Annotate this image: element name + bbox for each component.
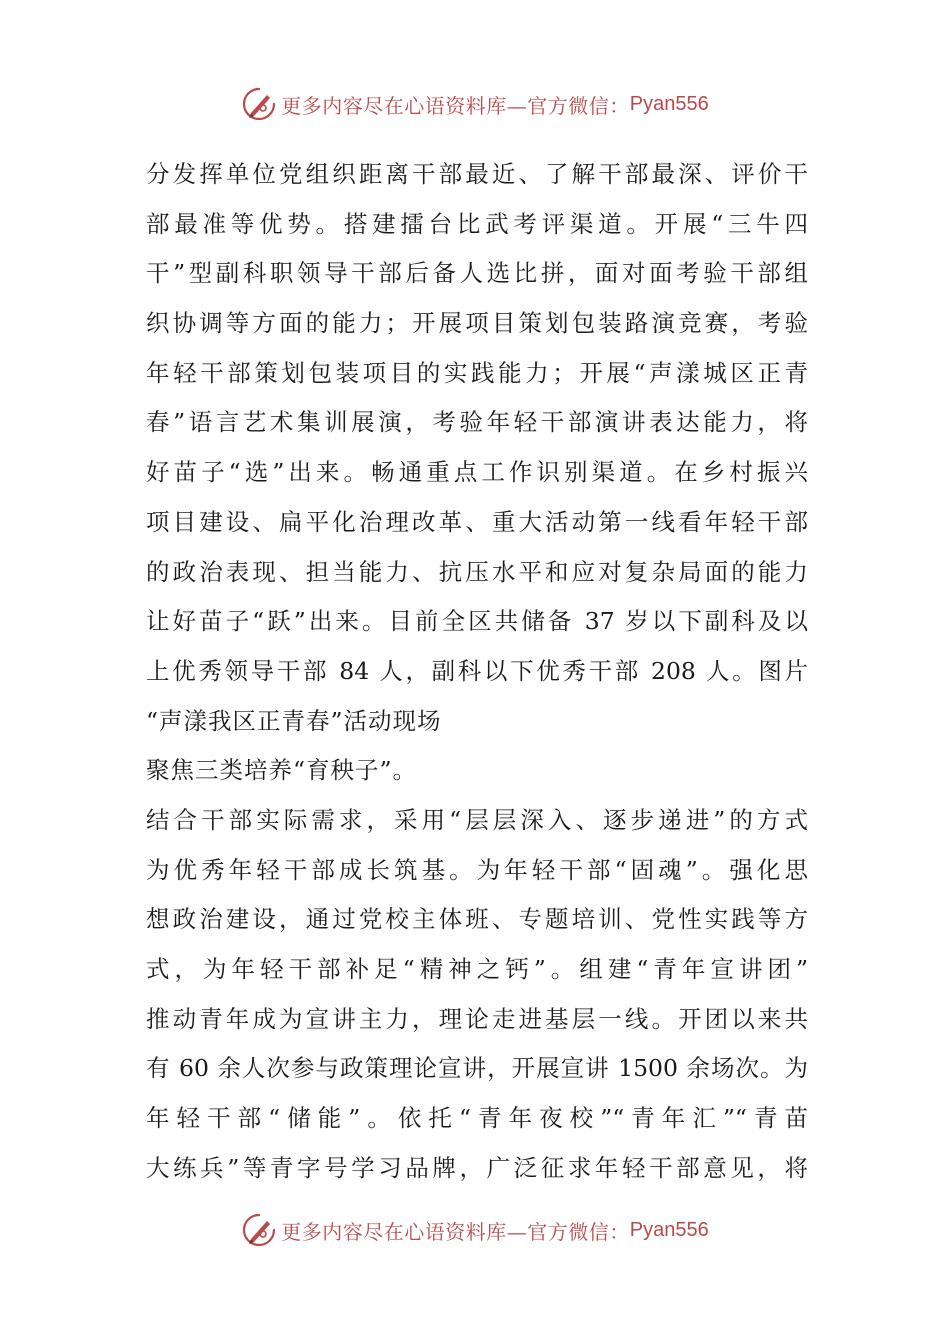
text-line: 为优秀年轻干部成长筑基。为年轻干部“固魂”。强化思 [146, 855, 808, 884]
pen-in-circle-icon [241, 1212, 277, 1248]
text-line: 部最准等优势。搭建擂台比武考评渠道。开展“三牛四 [146, 209, 808, 238]
text-line: 年轻干部策划包装项目的实践能力；开展“声漾城区正青 [146, 358, 808, 387]
text-line: 有 60 余人次参与政策理论宣讲，开展宣讲 1500 余场次。为 [146, 1054, 808, 1083]
text-line: 的政治表现、担当能力、抗压水平和应对复杂局面的能力 [146, 557, 808, 586]
text-line: 好苗子“选”出来。畅通重点工作识别渠道。在乡村振兴 [146, 458, 808, 487]
pen-in-circle-icon [241, 86, 277, 122]
text-line: 大练兵”等青字号学习品牌，广泛征求年轻干部意见，将 [146, 1153, 808, 1182]
text-line: 想政治建设，通过党校主体班、专题培训、党性实践等方 [146, 905, 808, 934]
text-line: 干”型副科职领导干部后备人选比拼，面对面考验干部组 [146, 259, 808, 288]
text-line: 上优秀领导干部 84 人，副科以下优秀干部 208 人。图片 [146, 656, 808, 685]
document-body [146, 150, 808, 1193]
text-line: 年轻干部“储能”。依托“青年夜校”“青年汇”“青苗 [146, 1104, 808, 1133]
text-line: 让好苗子“跃”出来。目前全区共储备 37 岁以下副科及以 [146, 607, 808, 636]
text-line: 项目建设、扁平化治理改革、重大活动第一线看年轻干部 [146, 507, 808, 536]
header-banner [0, 82, 950, 126]
text-line: 织协调等方面的能力；开展项目策划包装路演竞赛，考验 [146, 309, 808, 338]
footer-banner-contact: Pyan556 [629, 1218, 709, 1241]
header-banner-contact: Pyan556 [629, 92, 709, 115]
text-line: 结合干部实际需求，采用“层层深入、逐步递进”的方式 [146, 805, 808, 834]
text-line: “声漾我区正青春”活动现场 [146, 706, 442, 735]
header-banner-text: 更多内容尽在心语资料库—官方微信： [281, 93, 630, 118]
footer-banner-text: 更多内容尽在心语资料库—官方微信： [281, 1219, 630, 1244]
text-line: 春”语言艺术集训展演，考验年轻干部演讲表达能力，将 [146, 408, 808, 437]
text-line: 式，为年轻干部补足“精神之钙”。组建“青年宣讲团” [146, 955, 808, 983]
section-heading: 聚焦三类培养“育秧子”。 [146, 756, 418, 785]
text-line: 推动青年成为宣讲主力，理论走进基层一线。开团以来共 [146, 1004, 808, 1033]
text-line: 分发挥单位党组织距离干部最近、了解干部最深、评价干 [146, 160, 808, 188]
footer-banner [0, 1208, 950, 1252]
